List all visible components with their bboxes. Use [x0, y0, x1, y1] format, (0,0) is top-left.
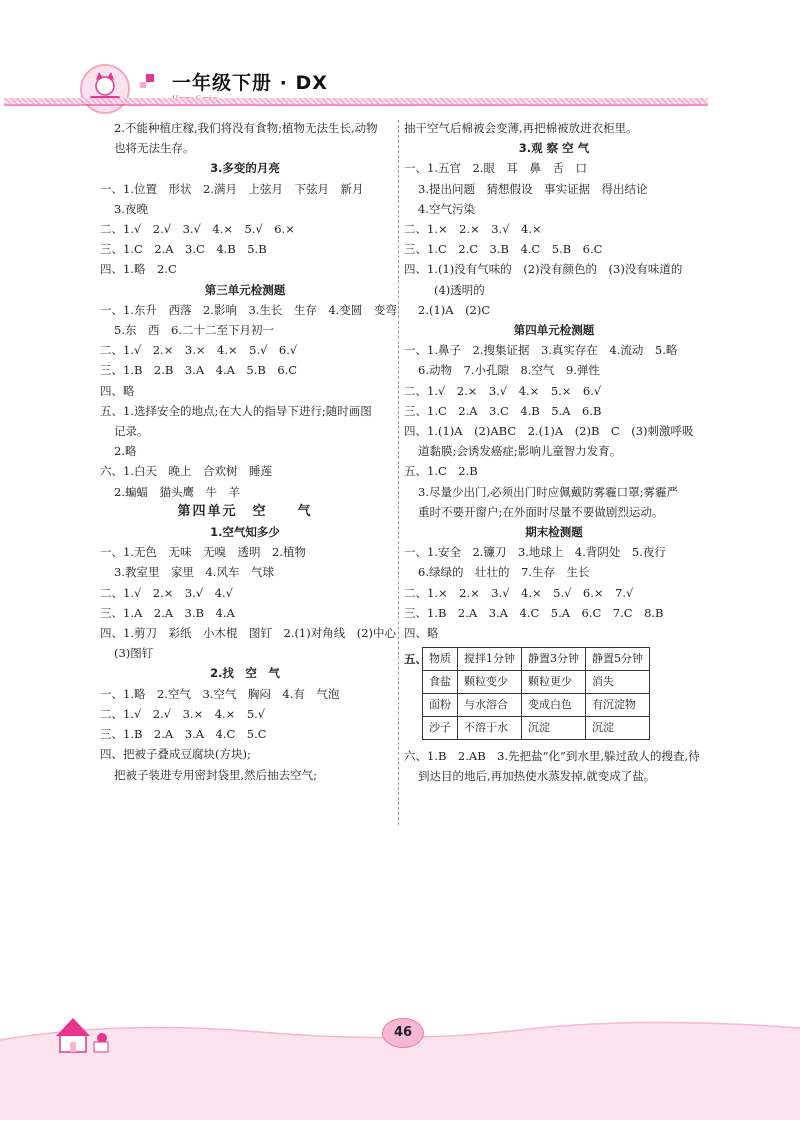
answer-line: 2.略: [114, 444, 137, 459]
answer-line: 二、1.√ 2.× 3.× 4.× 5.√ 6.√: [100, 343, 298, 358]
header-rule: [4, 104, 708, 106]
table-cell: 物质: [423, 648, 458, 671]
table-cell: 食盐: [423, 671, 458, 694]
table-cell: 不溶于水: [458, 717, 522, 740]
answer-line: 6.动物 7.小孔隙 8.空气 9.弹性: [418, 363, 600, 378]
header-square-dark: [146, 74, 154, 82]
answer-line: 记录。: [114, 424, 149, 439]
house-icon: [56, 1018, 108, 1052]
answer-line: 三、1.C 2.C 3.B 4.C 5.B 6.C: [404, 242, 603, 257]
table-cell: 消失: [586, 671, 650, 694]
page-title: 一年级下册 · DX: [172, 72, 328, 94]
answer-line: 抽干空气后棉被会变薄,再把棉被放进衣柜里。: [404, 121, 638, 135]
table-cell: 有沉淀物: [586, 694, 650, 717]
answer-line: 六、1.白天 晚上 合欢树 睡莲: [100, 464, 272, 479]
table-cell: 静置3分钟: [522, 648, 586, 671]
answer-line: 2.(1)A (2)C: [418, 302, 491, 317]
section-heading: 期末检测题: [525, 525, 583, 540]
answer-line: 五、1.选择安全的地点;在大人的指导下进行;随时画图: [100, 403, 372, 418]
page-footer: [0, 1010, 800, 1120]
header-square-light: [140, 82, 146, 88]
table-row: [423, 717, 650, 740]
answer-line: 四、略: [404, 626, 439, 641]
answer-line: 3.夜晚: [114, 201, 148, 216]
right-column: [404, 118, 704, 787]
page-number: 46: [382, 1018, 424, 1048]
table-cell: 颗粒更少: [522, 671, 586, 694]
answer-line: (3)图钉: [114, 646, 154, 661]
answer-line: 一、1.鼻子 2.搜集证据 3.真实存在 4.流动 5.略: [404, 343, 678, 358]
answer-line: 3.尽量少出门,必须出门时应佩戴防雾霾口罩;雾霾严: [418, 484, 678, 499]
answer-line: 三、1.B 2.B 3.A 4.A 5.B 6.C: [100, 363, 298, 378]
answer-line: 重时不要开窗户;在外面时尽量不要做剧烈运动。: [418, 504, 664, 519]
table-cell: 静置5分钟: [586, 648, 650, 671]
table-cell: 沉淀: [522, 717, 586, 740]
answer-line: 一、1.无色 无味 无嗅 透明 2.植物: [100, 545, 306, 560]
answer-line: 到达目的地后,再加热使水蒸发掉,就变成了盐。: [418, 769, 656, 784]
table-cell: 颗粒变少: [458, 671, 522, 694]
table-cell: 与水溶合: [458, 694, 522, 717]
answer-line: 也将无法生存。: [114, 141, 195, 156]
answer-line: 一、1.安全 2.镰刀 3.地球上 4.背阴处 5.夜行: [404, 545, 666, 560]
table-row: [423, 694, 650, 717]
question-five-label: 五、: [404, 652, 427, 667]
answer-line: 3.教室里 家里 4.风车 气球: [114, 565, 274, 580]
answer-line: 二、1.√ 2.√ 3.× 4.× 5.√: [100, 706, 266, 721]
table-row: [423, 671, 650, 694]
answer-line: 六、1.B 2.AB 3.先把盐“化”到水里,躲过敌人的搜查,待: [404, 749, 700, 764]
answer-line: 3.提出问题 猜想假设 事实证据 得出结论: [418, 181, 648, 196]
table-cell: 沉淀: [586, 717, 650, 740]
table-cell: 变成白色: [522, 694, 586, 717]
answer-line: 四、1.(1)没有气味的 (2)没有颜色的 (3)没有味道的: [404, 262, 683, 277]
answer-line: 道黏膜;会诱发癌症;影响儿童智力发育。: [418, 444, 622, 459]
section-heading: 1.空气知多少: [210, 525, 280, 540]
answer-line: 4.空气污染: [418, 201, 475, 216]
answer-line: 四、把被子叠成豆腐块(方块);: [100, 747, 251, 762]
answer-line: 一、1.略 2.空气 3.空气 胸闷 4.有 气泡: [100, 686, 340, 701]
answer-line: 一、1.东升 西落 2.影响 3.生长 生存 4.变圆 变弯: [100, 302, 397, 317]
answer-line: 二、1.× 2.× 3.√ 4.× 5.√ 6.× 7.√: [404, 585, 634, 600]
answer-line: 二、1.√ 2.× 3.√ 4.× 5.× 6.√: [404, 383, 602, 398]
brand-logo: [80, 64, 130, 114]
answer-line: 四、1.(1)A (2)ABC 2.(1)A (2)B C (3)刺激呼吸: [404, 424, 694, 439]
answer-line: 四、1.略 2.C: [100, 262, 177, 277]
answer-line: 把被子装进专用密封袋里,然后抽去空气;: [114, 767, 318, 782]
section-heading: 2.找 空 气: [210, 666, 280, 681]
answer-line: 四、略: [100, 383, 135, 398]
answer-line: 2.蝙蝠 猫头鹰 牛 羊: [114, 484, 240, 499]
answer-line: 5.东 西 6.二十二至下月初一: [114, 323, 274, 338]
answer-line: 五、1.C 2.B: [404, 464, 478, 479]
answer-line: (4)透明的: [434, 282, 485, 297]
column-divider: [398, 120, 399, 825]
table-cell: 面粉: [423, 694, 458, 717]
right-column-top: [404, 118, 704, 643]
answer-line: 一、1.五官 2.眼 耳 鼻 舌 口: [404, 161, 587, 176]
table-row: [423, 648, 650, 671]
section-heading: 第三单元检测题: [204, 282, 286, 297]
left-column: [100, 118, 397, 785]
section-heading: 3.多变的月亮: [210, 161, 280, 176]
table-cell: 沙子: [423, 717, 458, 740]
answer-line: 三、1.B 2.A 3.A 4.C 5.A 6.C 7.C 8.B: [404, 605, 664, 620]
section-heading: 第四单元 空 气: [177, 503, 313, 519]
answer-line: 三、1.A 2.A 3.B 4.A: [100, 605, 235, 620]
answer-line: 一、1.位置 形状 2.满月 上弦月 下弦月 新月: [100, 181, 364, 196]
answer-line: 三、1.C 2.A 3.C 4.B 5.B: [100, 242, 267, 257]
answer-table-block: [404, 647, 704, 740]
answer-line: 二、1.× 2.× 3.√ 4.×: [404, 222, 542, 237]
answer-table: [422, 647, 650, 740]
answer-line: 二、1.√ 2.× 3.√ 4.√: [100, 585, 234, 600]
section-heading: 3.观 察 空 气: [518, 141, 590, 156]
answer-line: 三、1.C 2.A 3.C 4.B 5.A 6.B: [404, 403, 602, 418]
page-header: [0, 60, 800, 110]
table-cell: 搅拌1分钟: [458, 648, 522, 671]
answer-line: 三、1.B 2.A 3.A 4.C 5.C: [100, 727, 267, 742]
right-column-bottom: [404, 746, 704, 786]
answer-line: 四、1.剪刀 彩纸 小木棍 图钉 2.(1)对角线 (2)中心: [100, 626, 397, 641]
section-heading: 第四单元检测题: [513, 323, 595, 338]
answer-line: 二、1.√ 2.√ 3.√ 4.× 5.√ 6.×: [100, 222, 295, 237]
answer-line: 6.绿绿的 壮壮的 7.生存 生长: [418, 565, 590, 580]
answer-line: 2.不能种植庄稼,我们将没有食物;植物无法生长,动物: [114, 121, 378, 135]
